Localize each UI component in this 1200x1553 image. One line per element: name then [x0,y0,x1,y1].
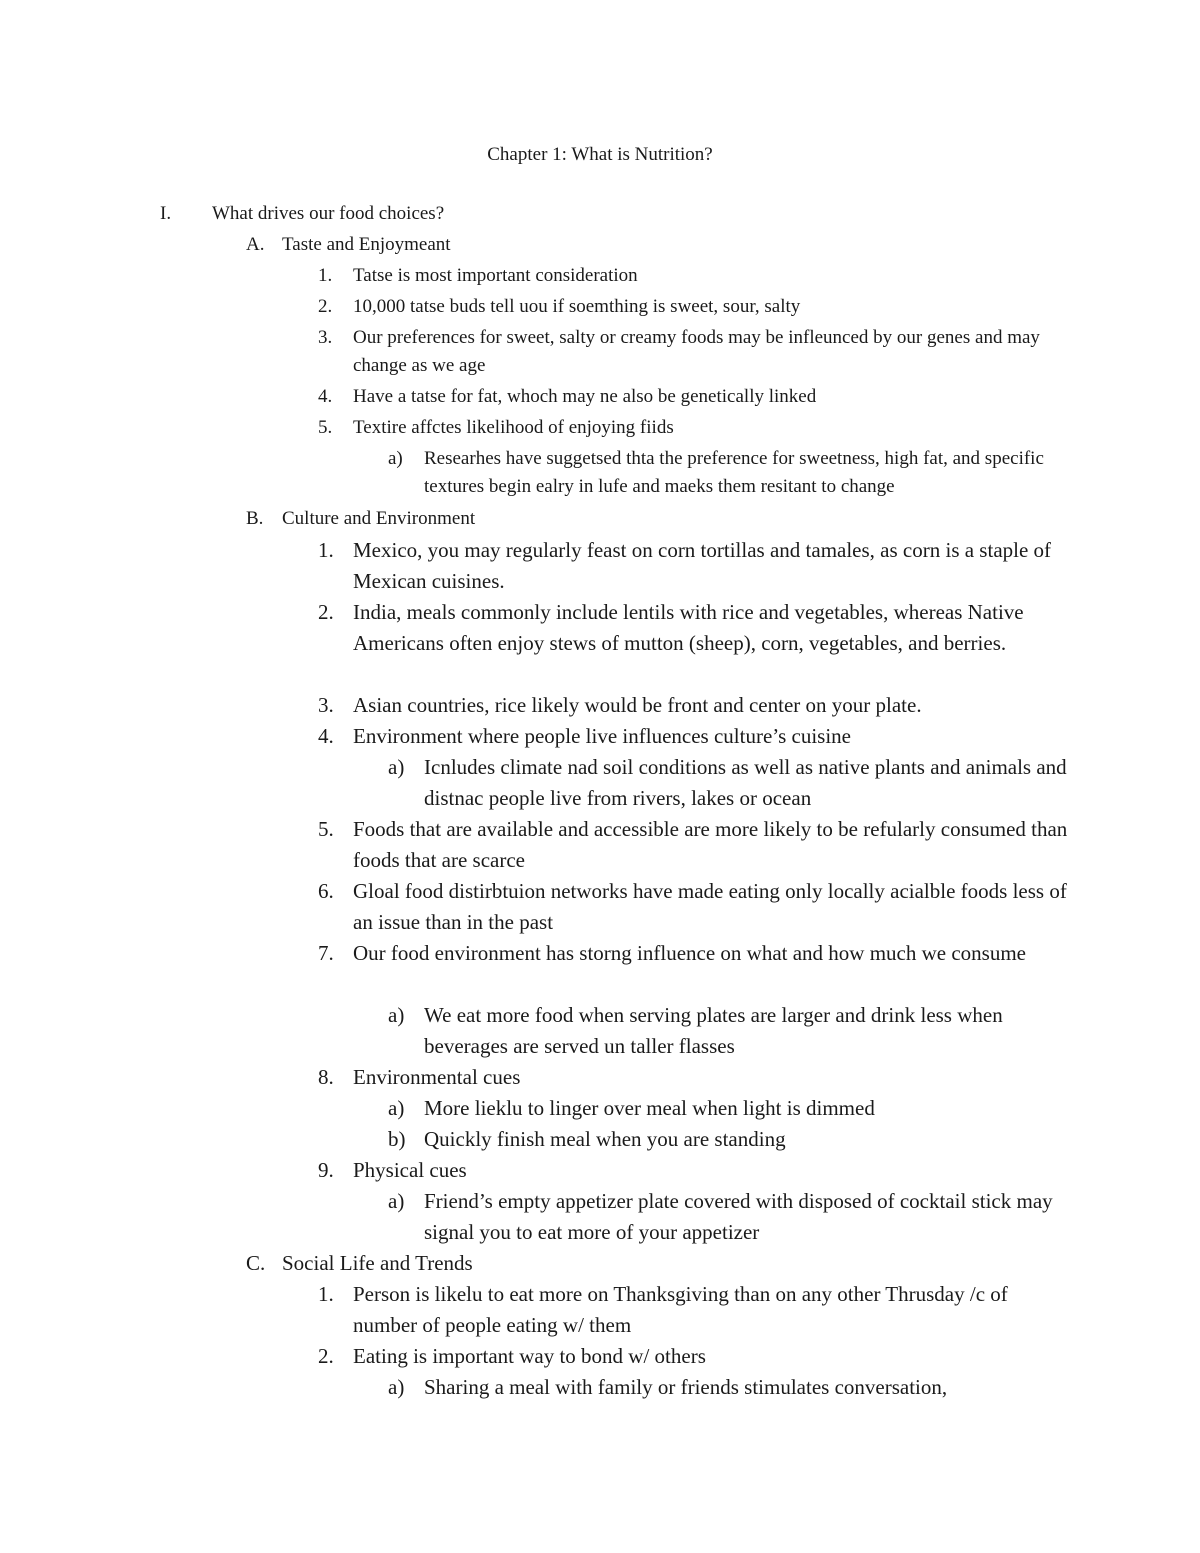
outline-text: More lieklu to linger over meal when light is dimmed [424,1096,875,1120]
outline-text: What drives our food choices? [212,203,445,224]
outline-marker: b) [388,1127,406,1151]
outline-text: Tatse is most important consideration [353,265,638,286]
outline-text: We eat more food when serving plates are larger and drink less when beverages are served un taller flasses [424,1003,1003,1058]
outline-text: Sharing a meal with family or friends stimulates conversation, [424,1375,948,1399]
outline-marker: 6. [318,879,334,903]
outline-text: Person is likelu to eat more on Thanksgiving than on any other Thrusday /c of number of people eating w/ them [353,1282,1008,1337]
outline-text: Friend’s empty appetizer plate covered with disposed of cocktail stick may signal you to eat more of your appetizer [424,1189,1053,1244]
outline-text: Mexico, you may regularly feast on corn tortillas and tamales, as corn is a staple of Mexican cuisines. [353,538,1052,593]
outline-marker: 2. [318,296,333,317]
outline-text: Foods that are available and accessible are more likely to be refularly consumed than foods that are scarce [353,817,1068,872]
page-title: Chapter 1: What is Nutrition? [487,144,713,165]
outline-marker: C. [246,1251,266,1275]
outline-marker: a) [388,755,405,779]
outline-text: Have a tatse for fat, whoch may ne also be genetically linked [353,386,817,407]
outline-marker: 4. [318,386,333,407]
outline-text: Icnludes climate nad soil conditions as well as native plants and animals and distnac people live from rivers, lakes or ocean [424,755,1067,810]
outline-text: Asian countries, rice likely would be front and center on your plate. [353,693,922,717]
outline-text: Quickly finish meal when you are standing [424,1127,786,1151]
outline-marker: 9. [318,1158,334,1182]
outline-marker: 8. [318,1065,334,1089]
outline-marker: A. [246,234,265,255]
outline-marker: B. [246,508,264,529]
outline-text: Researhes have suggetsed thta the preference for sweetness, high fat, and specific textures begin ealry in lufe and maeks them resitant to change [424,448,1044,497]
outline-marker: 5. [318,417,333,438]
outline-text: Eating is important way to bond w/ others [353,1344,706,1368]
outline-marker: 3. [318,327,333,348]
outline-marker: 2. [318,1344,334,1368]
outline-marker: a) [388,448,403,469]
outline-marker: 4. [318,724,334,748]
outline-marker: a) [388,1003,405,1027]
outline-marker: 1. [318,265,333,286]
outline-marker: 3. [318,693,334,717]
outline-marker: I. [160,203,172,224]
outline-marker: 5. [318,817,334,841]
outline-text: Environment where people live influences culture’s cuisine [353,724,852,748]
outline-marker: 1. [318,538,334,562]
outline-marker: a) [388,1096,405,1120]
outline-text: Our food environment has storng influence on what and how much we consume [353,941,1027,965]
outline-text: Textire affctes likelihood of enjoying fiids [353,417,674,438]
outline-text: India, meals commonly include lentils with rice and vegetables, whereas Native Americans often enjoy stews of mutton (sheep), corn, vegetables, and berries. [353,600,1024,655]
outline-marker: 7. [318,941,334,965]
outline-text: Social Life and Trends [282,1251,473,1275]
outline-marker: a) [388,1375,405,1399]
outline-marker: 1. [318,1282,334,1306]
outline-text: Physical cues [353,1158,467,1182]
outline-text: Gloal food distirbtuion networks have made eating only locally acialble foods less of an issue than in the past [353,879,1067,934]
outline-text: 10,000 tatse buds tell uou if soemthing is sweet, sour, salty [353,296,801,317]
outline-text: Our preferences for sweet, salty or creamy foods may be infleunced by our genes and may change as we age [353,327,1040,376]
outline-text: Environmental cues [353,1065,521,1089]
outline-marker: a) [388,1189,405,1213]
outline-text: Culture and Environment [282,508,476,529]
outline-marker: 2. [318,600,334,624]
outline-text: Taste and Enjoymeant [282,234,451,255]
